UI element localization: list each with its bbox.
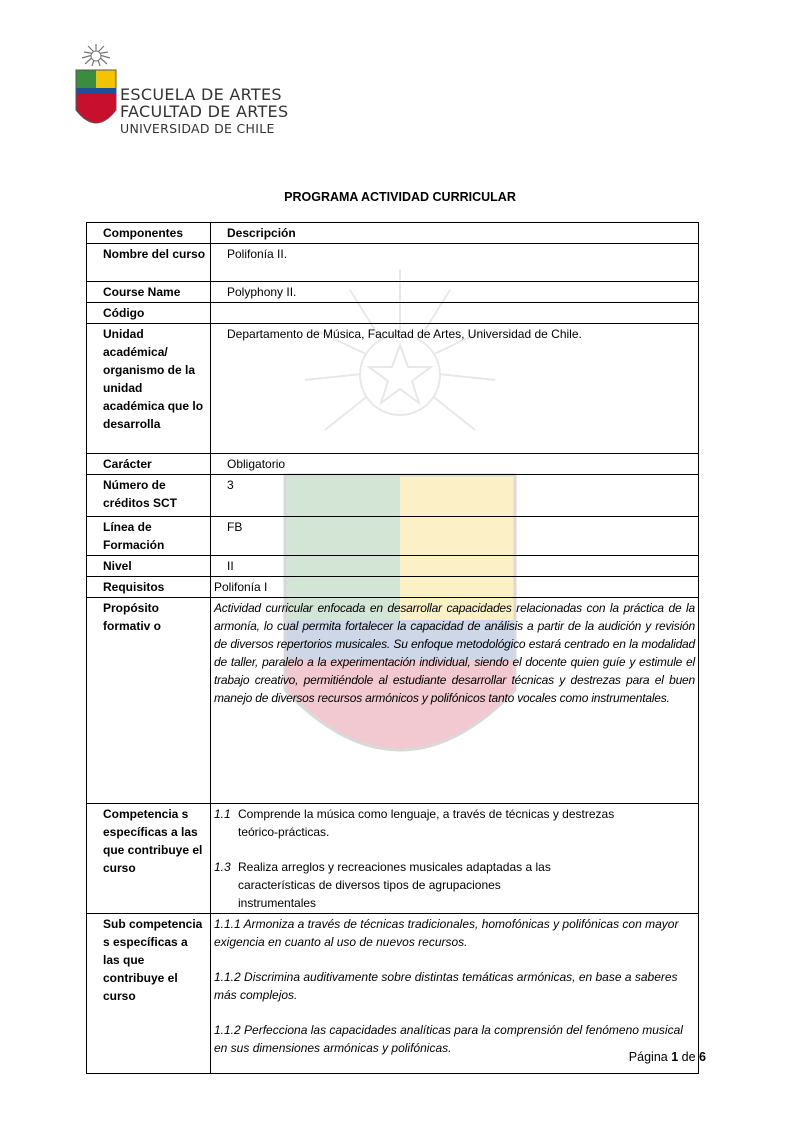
row-label: Número de créditos SCT [87, 475, 211, 517]
competencia-text: Realiza arreglos y recreaciones musicales adaptadas a las características de diversos tipos de agrupaciones instrumentales [238, 860, 551, 910]
footer-of: de [681, 1050, 696, 1064]
table-row [87, 556, 699, 577]
table-row [87, 324, 699, 454]
row-label: Requisitos [87, 577, 211, 598]
table-row [87, 914, 699, 1074]
table-row [87, 517, 699, 556]
row-value [211, 914, 699, 1074]
table-row [87, 244, 699, 282]
row-label: Código [87, 303, 211, 324]
logo-line-facultad: FACULTAD DE ARTES [120, 102, 289, 121]
row-label: Nombre del curso [87, 244, 211, 282]
page-title: PROGRAMA ACTIVIDAD CURRICULAR [284, 190, 516, 204]
program-table [86, 222, 699, 1074]
table-row [87, 475, 699, 517]
subcompetencia-item: 1.1.2 Perfecciona las capacidades analíticas para la comprensión del fenómeno musical en sus dimensiones armónicas y polifónicas. [214, 1023, 683, 1055]
footer-page: 1 [671, 1050, 679, 1064]
row-value: Polyphony II. [211, 282, 699, 303]
logo-text [120, 86, 288, 137]
row-label: Nivel [87, 556, 211, 577]
footer-total: 6 [699, 1050, 706, 1064]
row-value: Polifonía II. [211, 244, 699, 282]
row-label: Competencia s específicas a las que contribuye el curso [87, 804, 211, 914]
row-value: Polifonía I [211, 577, 699, 598]
page-footer [629, 1050, 706, 1064]
col-header-descripcion: Descripción [211, 223, 699, 244]
row-value: Obligatorio [211, 454, 699, 475]
row-value [211, 804, 699, 914]
row-value: Departamento de Música, Facultad de Artes, Universidad de Chile. [211, 324, 699, 454]
row-label: Unidad académica/ organismo de la unidad académica que lo desarrolla [87, 324, 211, 454]
row-label: Course Name [87, 282, 211, 303]
table-row [87, 598, 699, 804]
subcompetencia-item: 1.1.1 Armoniza a través de técnicas tradicionales, homofónicas y polifónicas con mayor exigencia en cuanto al uso de nuevos recursos. [214, 917, 679, 949]
logo-line-escuela: ESCUELA DE ARTES [120, 85, 282, 104]
logo-line-universidad: UNIVERSIDAD DE CHILE [120, 121, 275, 136]
row-label: Propósito formativ o [87, 598, 211, 804]
table-row [87, 577, 699, 598]
row-value [211, 303, 699, 324]
row-label: Carácter [87, 454, 211, 475]
col-header-componentes: Componentes [87, 223, 211, 244]
competencia-num: 1.1 [214, 807, 231, 821]
row-label: Línea de Formación [87, 517, 211, 556]
competencia-num: 1.3 [214, 860, 231, 874]
table-row [87, 282, 699, 303]
table-row [87, 303, 699, 324]
row-label: Sub competencia s específicas a las que contribuye el curso [87, 914, 211, 1074]
coat-of-arms-icon [76, 70, 116, 123]
table-header-row [87, 223, 699, 244]
competencia-item [214, 805, 695, 841]
subcompetencia-item: 1.1.2 Discrimina auditivamente sobre distintas temáticas armónicas, en base a saberes más complejos. [214, 970, 678, 1002]
table-row [87, 454, 699, 475]
row-value: Actividad curricular enfocada en desarrollar capacidades relacionadas con la práctica de la armonía, lo cual permita fortalecer la capacidad de análisis a partir de la audición y revisión de diversos repertorios musicales. Su enfoque metodológico estará centrado en la modalidad de taller, paralelo a la experimentación individual, siendo el docente quien guíe y estimule el trabajo creativo, permitiéndole al estudiante desarrollar técnicas y destrezas para el buen manejo de diversos recursos armónicos y polifónicos tanto vocales como instrumentales. [211, 598, 699, 804]
row-value: 3 [211, 475, 699, 517]
row-value: FB [211, 517, 699, 556]
competencia-item [214, 858, 695, 912]
row-value: II [211, 556, 699, 577]
table-row [87, 804, 699, 914]
footer-prefix: Página [628, 1050, 668, 1064]
competencia-text: Comprende la música como lenguaje, a través de técnicas y destrezas teórico-prácticas. [238, 807, 615, 839]
